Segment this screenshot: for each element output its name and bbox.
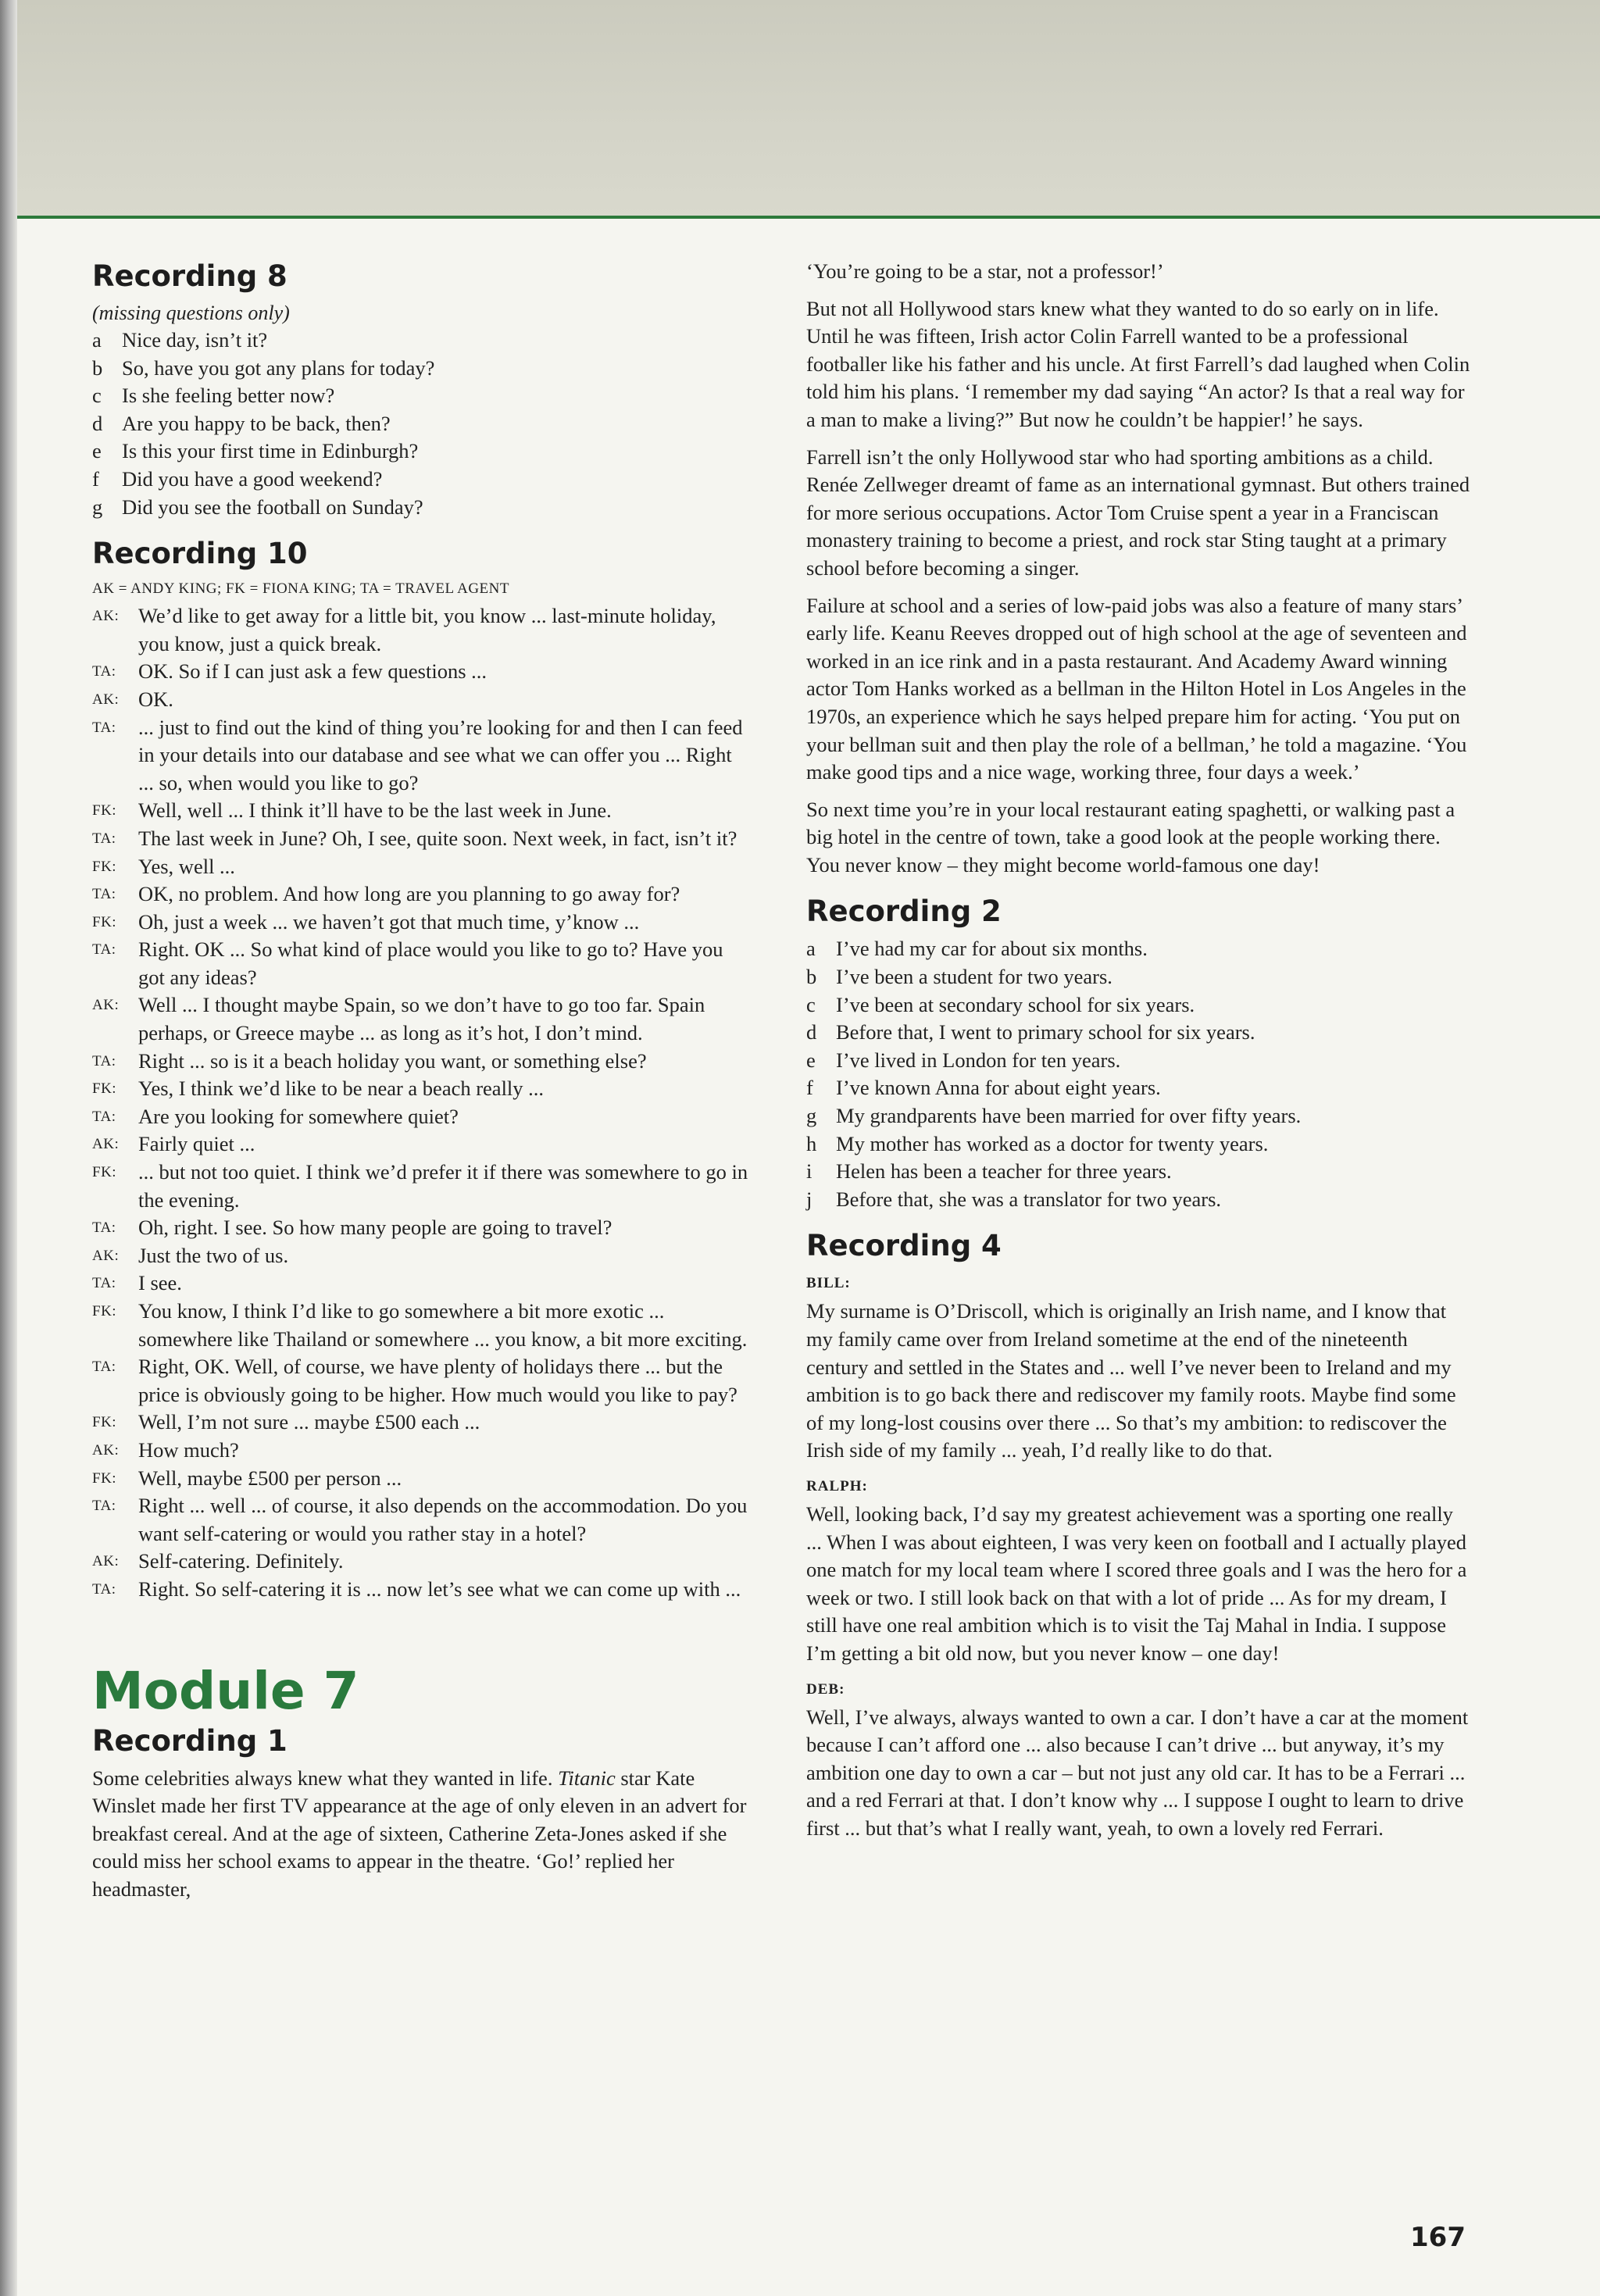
speaker-label: FK: (92, 1414, 117, 1431)
dialog-text: Are you looking for somewhere quiet? (138, 1104, 459, 1128)
item-text: So, have you got any plans for today? (122, 355, 435, 380)
item-letter: c (806, 992, 816, 1016)
dialog-text: OK, no problem. And how long are you planning to go away for? (138, 882, 680, 906)
list-item (92, 382, 748, 410)
speaker-label: TA: (92, 719, 116, 736)
list-item (806, 963, 1470, 991)
list-item (92, 355, 748, 383)
item-letter: h (806, 1131, 817, 1155)
item-text: Did you have a good weekend? (122, 466, 383, 491)
dialog-line (92, 1298, 748, 1353)
dialog-text: ... but not too quiet. I think we’d prefer it if there was somewhere to go in the evening. (138, 1160, 748, 1212)
dialog-text: Right. So self-catering it is ... now let’s see what we can come up with ... (138, 1576, 741, 1601)
recording-4-monologues (806, 1271, 1470, 1842)
dialog-text: Yes, well ... (138, 854, 235, 878)
dialog-line (92, 880, 748, 909)
recording-10-dialog (92, 602, 748, 1603)
dialog-text: Self-catering. Definitely. (138, 1549, 344, 1573)
dialog-text: Well, maybe £500 per person ... (138, 1466, 402, 1490)
speaker-label: TA: (92, 1052, 116, 1069)
dialog-text: Right ... well ... of course, it also depends on the accommodation. Do you want self-catering or would you rather stay in a hotel? (138, 1494, 748, 1545)
speaker-label: FK: (92, 1164, 117, 1181)
dialog-line (92, 686, 748, 714)
dialog-line (92, 1075, 748, 1103)
item-text: Before that, I went to primary school for six years. (836, 1020, 1255, 1044)
dialog-line (92, 714, 748, 798)
dialog-line (92, 1353, 748, 1409)
item-letter: j (806, 1187, 812, 1211)
item-text: I’ve been a student for two years. (836, 965, 1112, 989)
speaker-label: AK: (92, 997, 120, 1014)
speaker-label: AK: (92, 1136, 120, 1153)
item-letter: f (92, 466, 99, 491)
item-letter: a (92, 328, 102, 352)
dialog-text: Oh, right. I see. So how many people are going to travel? (138, 1216, 612, 1240)
recording-4-title: Recording 4 (806, 1229, 1002, 1263)
item-text: Helen has been a teacher for three years. (836, 1159, 1172, 1184)
body-paragraph: But not all Hollywood stars knew what they wanted to do so early on in life. Until he was fifteen, Irish actor Colin Farrell wanted to be a professional footballer like his father and his uncle. At first Farrell’s dad laughed when Colin told him his plans. ‘I remember my dad saying “An actor? Is that a real way for a man to make a living?” But now he couldn’t be happier!’ he says. (806, 296, 1470, 431)
dialog-text: Right ... so is it a beach holiday you want, or something else? (138, 1048, 647, 1073)
dialog-text: Yes, I think we’d like to be near a beach really ... (138, 1077, 545, 1101)
dialog-text: Right, OK. Well, of course, we have plenty of holidays there ... but the price is obviously going to be higher. How much would you like to pay? (138, 1355, 738, 1406)
speaker-label: TA: (92, 1108, 116, 1125)
speaker-label: TA: (92, 1275, 116, 1292)
speaker-label: FK: (92, 1080, 117, 1098)
dialog-line (92, 797, 748, 825)
dialog-line (92, 1465, 748, 1493)
item-text: Did you see the football on Sunday? (122, 495, 423, 519)
list-item (92, 410, 748, 438)
dialog-line (92, 1548, 748, 1576)
dialog-text: Fairly quiet ... (138, 1132, 255, 1156)
speaker-label: TA: (92, 1498, 116, 1515)
item-text: I’ve had my car for about six months. (836, 937, 1148, 961)
item-text: Before that, she was a translator for two years. (836, 1187, 1222, 1211)
list-item (806, 935, 1470, 963)
dialog-line (92, 909, 748, 937)
dialog-line (92, 1576, 748, 1604)
dialog-text: We’d like to get away for a little bit, you know ... last-minute holiday, you know, just a quick break. (138, 604, 716, 655)
speaker-label: TA: (92, 830, 116, 847)
item-letter: e (92, 439, 102, 463)
speaker-label: FK: (92, 858, 117, 875)
body-paragraph: Failure at school and a series of low-paid jobs was also a feature of many stars’ early life. Keanu Reeves dropped out of high school at the age of seventeen and worked in an ice rink and in a pasta restaurant. And Academy Award winning actor Tom Hanks worked as a bellman in the Hilton Hotel in Los Angeles in the 1970s, an experience which he says helped prepare him for acting. ‘You put on your bellman suit and then play the role of a bellman,’ he told a magazine. ‘You make good tips and a nice wage, working three, four days a week.’ (806, 593, 1467, 784)
dialog-line (92, 1437, 748, 1465)
dialog-text: Just the two of us. (138, 1243, 289, 1267)
recording-8-title: Recording 8 (92, 259, 288, 293)
recording-1-continued (806, 258, 1470, 879)
speaker-name: RALPH: (806, 1477, 868, 1494)
speaker-label: AK: (92, 1441, 120, 1459)
dialog-text: How much? (138, 1437, 239, 1462)
speaker-label: FK: (92, 802, 117, 819)
item-text: I’ve been at secondary school for six years. (836, 992, 1195, 1016)
dialog-text: Oh, just a week ... we haven’t got that much time, y’know ... (138, 909, 640, 934)
header-rule (0, 216, 1600, 219)
dialog-text: Well, I’m not sure ... maybe £500 each ... (138, 1410, 480, 1434)
body-paragraph: ‘You’re going to be a star, not a professor!’ (806, 259, 1164, 283)
speaker-label: AK: (92, 691, 120, 708)
item-letter: g (92, 495, 103, 519)
top-band (0, 0, 1600, 217)
speaker-label: FK: (92, 1303, 117, 1319)
list-item (806, 991, 1470, 1019)
recording-2-list (806, 935, 1470, 1213)
item-text: I’ve known Anna for about eight years. (836, 1076, 1161, 1100)
recording-2-title: Recording 2 (806, 894, 1002, 929)
item-text: Is she feeling better now? (122, 384, 335, 408)
item-letter: i (806, 1159, 812, 1184)
body-paragraph: So next time you’re in your local restaurant eating spaghetti, or walking past a big hotel in the centre of town, take a good look at the people working there. You never know – they might become world-famous one day! (806, 797, 1455, 877)
recording-1-title: Recording 1 (92, 1723, 288, 1758)
dialog-line (92, 1242, 748, 1270)
list-item (92, 494, 748, 522)
dialog-text: ... just to find out the kind of thing you’re looking for and then I can feed in your details into our database and see what we can offer you ... Right ... so, when would you like to go? (138, 715, 743, 794)
right-column (806, 258, 1470, 1852)
recording-10-title: Recording 10 (92, 537, 308, 571)
dialog-line (92, 1269, 748, 1298)
dialog-text: Well, well ... I think it’ll have to be the last week in June. (138, 798, 612, 823)
speaker-label: AK: (92, 1553, 120, 1570)
list-item (806, 1047, 1470, 1075)
speaker-name: BILL: (806, 1275, 851, 1292)
speaker-label: TA: (92, 1219, 116, 1237)
speaker-name: DEB: (806, 1680, 845, 1698)
body-paragraph: Farrell isn’t the only Hollywood star who had sporting ambitions as a child. Renée Zellweger dreamt of fame as an international gymnast. But others trained for more serious occupations. Actor Tom Cruise spent a year in a Franciscan monastery training to become a priest, and rock star Sting taught at a primary school before becoming a singer. (806, 445, 1470, 580)
speaker-label: TA: (92, 663, 116, 680)
dialog-text: Well ... I thought maybe Spain, so we don’t have to go too far. Spain perhaps, or Greece maybe ... as long as it’s hot, I don’t mind. (138, 993, 705, 1045)
list-item (806, 1019, 1470, 1047)
item-text: My grandparents have been married for over fifty years. (836, 1104, 1302, 1128)
speaker-label: TA: (92, 941, 116, 959)
dialog-line (92, 853, 748, 881)
item-letter: g (806, 1104, 817, 1128)
dialog-text: I see. (138, 1271, 182, 1295)
dialog-line (92, 825, 748, 853)
list-item (806, 1158, 1470, 1186)
speaker-key: AK = ANDY KING; FK = FIONA KING; TA = TRAVEL AGENT (92, 580, 509, 598)
speaker-monologue: Well, looking back, I’d say my greatest achievement was a sporting one really ... When I was about eighteen, I was very keen on football and I actually played one match for my local team where I scored three goals and I was the hero for a week or two. I still look back on that with a lot of pride ... As for my dream, I still have one real ambition which is to visit the Taj Mahal in India. I suppose I’m getting a bit old now, but you never know – one day! (806, 1502, 1467, 1665)
speaker-label: AK: (92, 608, 120, 625)
dialog-text: The last week in June? Oh, I see, quite soon. Next week, in fact, isn’t it? (138, 826, 738, 850)
list-item (92, 466, 748, 494)
list-item (806, 1102, 1470, 1130)
dialog-line (92, 936, 748, 991)
speaker-label: AK: (92, 1247, 120, 1264)
item-text: I’ve lived in London for ten years. (836, 1048, 1121, 1072)
item-text: Is this your first time in Edinburgh? (122, 439, 419, 463)
dialog-text: OK. So if I can just ask a few questions ... (138, 659, 488, 684)
recording-8-list (92, 327, 748, 521)
speaker-monologue: My surname is O’Driscoll, which is originally an Irish name, and I know that my family came over from Ireland sometime at the end of the nineteenth century and settled in the States and ... well I’ve never been to Ireland and my ambition is to go back there and rediscover my family roots. Maybe find some of my long-lost cousins over there ... So that’s my ambition: to rediscover the Irish side of my family ... yeah, I’d really like to do that. (806, 1299, 1456, 1462)
speaker-label: TA: (92, 886, 116, 903)
item-letter: d (92, 411, 103, 435)
list-item (92, 327, 748, 355)
item-text: My mother has worked as a doctor for twenty years. (836, 1131, 1269, 1155)
left-column (92, 258, 748, 1913)
dialog-line (92, 1214, 748, 1242)
dialog-text: You know, I think I’d like to go somewhere a bit more exotic ... somewhere like Thailand or somewhere ... you know, a bit more exciting. (138, 1299, 748, 1351)
speaker-label: FK: (92, 913, 117, 930)
dialog-line (92, 1103, 748, 1131)
item-text: Nice day, isn’t it? (122, 328, 268, 352)
item-text: Are you happy to be back, then? (122, 411, 391, 435)
item-letter: f (806, 1076, 813, 1100)
list-item (806, 1186, 1470, 1214)
dialog-line (92, 1492, 748, 1548)
item-letter: c (92, 384, 102, 408)
list-item (92, 437, 748, 466)
dialog-line (92, 1048, 748, 1076)
speaker-label: TA: (92, 1580, 116, 1598)
dialog-line (92, 1130, 748, 1159)
list-item (806, 1130, 1470, 1159)
item-letter: b (92, 355, 103, 380)
recording-8-note: (missing questions only) (92, 302, 290, 324)
speaker-label: TA: (92, 1359, 116, 1376)
speaker-label: FK: (92, 1469, 117, 1487)
item-letter: e (806, 1048, 816, 1072)
list-item (806, 1074, 1470, 1102)
item-letter: b (806, 965, 817, 989)
dialog-line (92, 602, 748, 658)
dialog-text: Right. OK ... So what kind of place would you like to go to? Have you got any ideas? (138, 937, 723, 989)
page-number: 167 (1410, 2222, 1466, 2253)
module-title: Module 7 (92, 1660, 359, 1721)
dialog-line (92, 1409, 748, 1437)
item-letter: d (806, 1020, 817, 1044)
dialog-line (92, 658, 748, 686)
recording-1-paragraph: Some celebrities always knew what they wanted in life. Titanic star Kate Winslet made her first TV appearance at the age of only eleven in an advert for breakfast cereal. And at the age of sixteen, Catherine Zeta-Jones asked if she could miss her school exams to appear in the theatre. ‘Go!’ replied her headmaster, (92, 1766, 747, 1901)
item-letter: a (806, 937, 816, 961)
dialog-line (92, 1159, 748, 1214)
dialog-line (92, 991, 748, 1047)
dialog-text: OK. (138, 687, 173, 711)
book-spine (0, 0, 17, 2296)
speaker-monologue: Well, I’ve always, always wanted to own a car. I don’t have a car at the moment because I can’t afford one ... also because I can’t drive ... but anyway, it’s my ambition one day to own a car – but not just any old car. It has to be a Ferrari ... and a red Ferrari at that. I don’t know why ... I suppose I ought to learn to drive first ... but that’s what I really want, yeah, to own a lovely red Ferrari. (806, 1705, 1469, 1840)
